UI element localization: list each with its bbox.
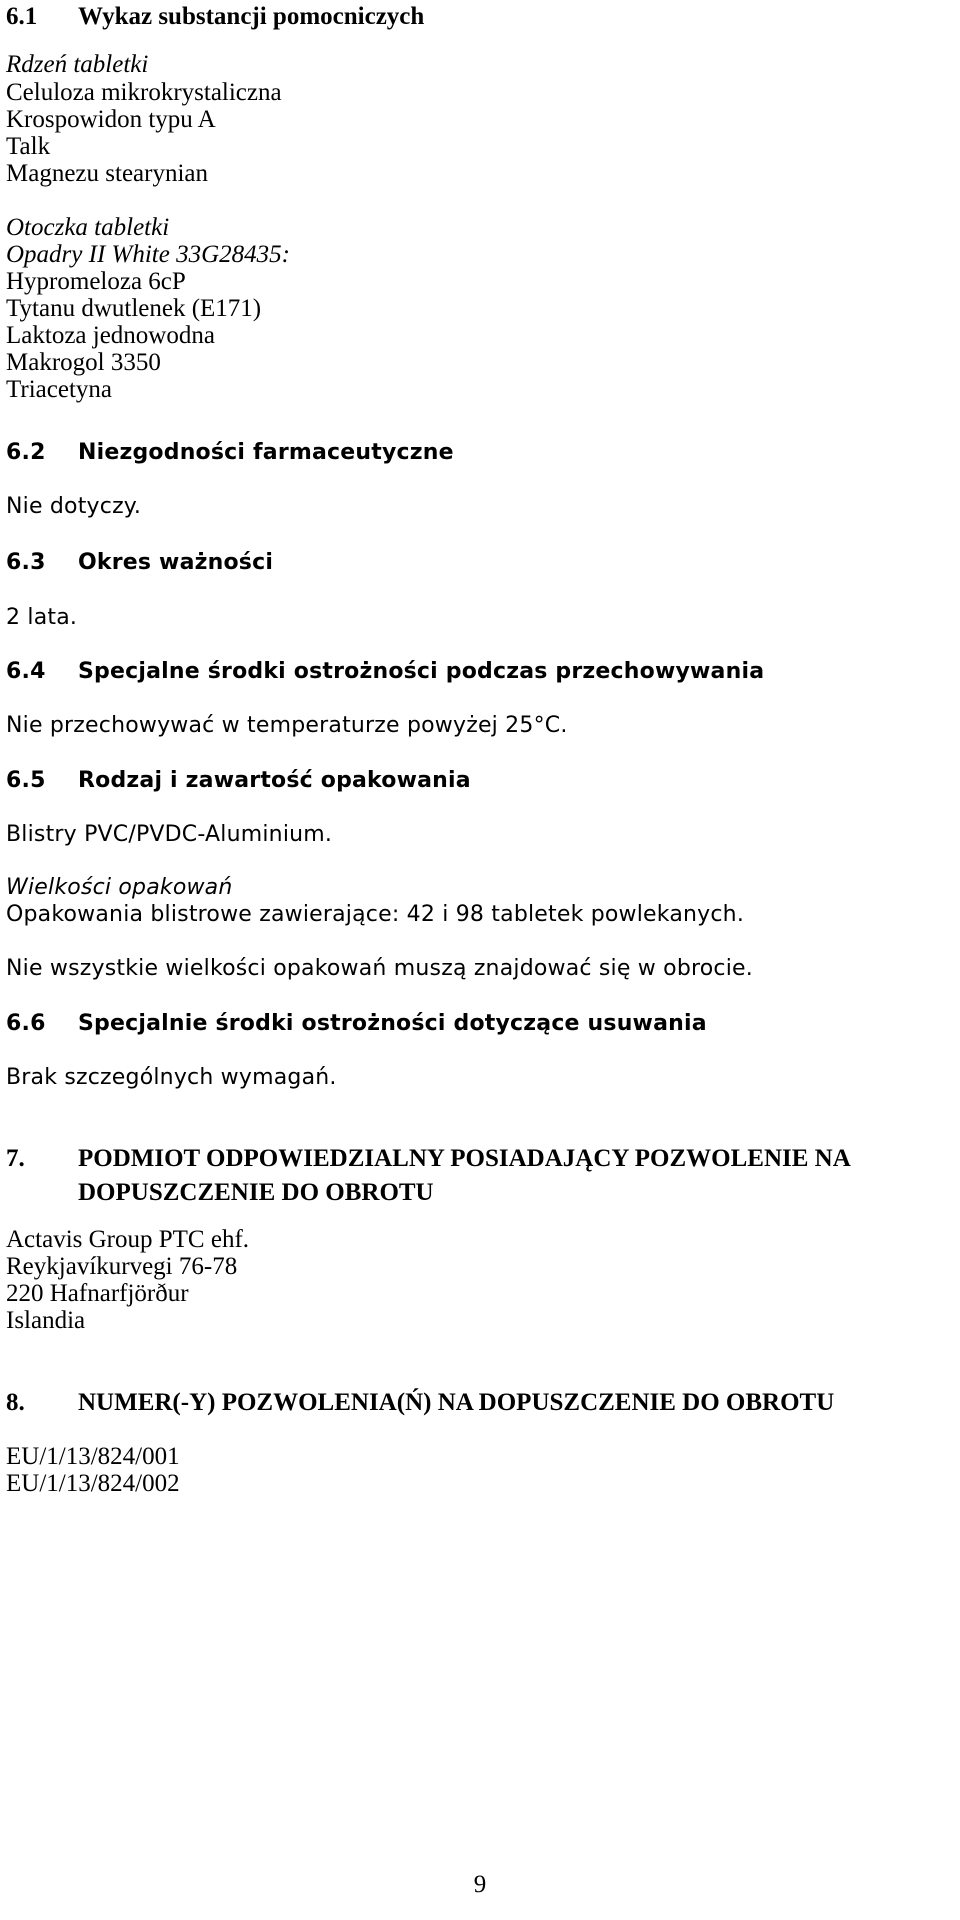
coat-item: Laktoza jednowodna [6, 322, 215, 349]
section-number: 6.6 [6, 1011, 46, 1036]
coat-item: Triacetyna [6, 376, 112, 403]
section-8-heading [6, 1386, 834, 1420]
section-6-6-heading [6, 1007, 707, 1041]
coat-item: Tytanu dwutlenek (E171) [6, 295, 262, 322]
section-6-5-heading [6, 764, 471, 798]
coat-sub-label: Opadry II White 33G28435: [6, 241, 290, 268]
section-title: NUMER(-Y) POZWOLENIA(Ń) NA DOPUSZCZENIE DO OBROTU [78, 1389, 835, 1416]
pack-sizes-text: Opakowania blistrowe zawierające: 42 i 98 tabletek powlekanych. [6, 902, 745, 927]
address-line: Islandia [6, 1307, 86, 1334]
section-text: Nie dotyczy. [6, 494, 142, 519]
section-text: Brak szczególnych wymagań. [6, 1065, 337, 1090]
section-title: Wykaz substancji pomocniczych [78, 3, 425, 30]
authorisation-number: EU/1/13/824/001 [6, 1443, 180, 1470]
address-line: Reykjavíkurvegi 76-78 [6, 1253, 238, 1280]
section-title: Niezgodności farmaceutyczne [78, 440, 454, 465]
section-number: 7. [6, 1145, 25, 1172]
core-item: Krospowidon typu A [6, 106, 216, 133]
section-6-3-heading [6, 546, 273, 580]
pack-sizes-note: Nie wszystkie wielkości opakowań muszą znajdować się w obrocie. [6, 956, 753, 981]
section-title: Rodzaj i zawartość opakowania [78, 768, 471, 793]
section-title: Okres ważności [78, 550, 274, 575]
section-title: PODMIOT ODPOWIEDZIALNY POSIADAJĄCY POZWOLENIE NA DOPUSZCZENIE DO OBROTU [78, 1145, 850, 1206]
section-text: Nie przechowywać w temperaturze powyżej 25°C. [6, 713, 568, 738]
address-line: Actavis Group PTC ehf. [6, 1226, 250, 1253]
core-item: Talk [6, 133, 51, 160]
section-number: 6.3 [6, 550, 46, 575]
section-text: Blistry PVC/PVDC-Aluminium. [6, 822, 333, 847]
core-label: Rdzeń tabletki [6, 51, 149, 78]
authorisation-number: EU/1/13/824/002 [6, 1470, 180, 1497]
section-title: Specjalne środki ostrożności podczas przechowywania [78, 659, 765, 684]
address-line: 220 Hafnarfjörður [6, 1280, 189, 1307]
section-6-1-heading [6, 0, 424, 34]
section-number: 6.5 [6, 768, 46, 793]
core-item: Celuloza mikrokrystaliczna [6, 79, 282, 106]
section-text: 2 lata. [6, 605, 78, 630]
section-number: 6.4 [6, 659, 46, 684]
section-number: 8. [6, 1389, 25, 1416]
coat-item: Hypromeloza 6cP [6, 268, 186, 295]
pack-sizes-label: Wielkości opakowań [6, 875, 233, 900]
section-6-2-heading [6, 436, 454, 470]
section-number: 6.1 [6, 3, 38, 30]
section-6-4-heading [6, 655, 764, 689]
coat-label: Otoczka tabletki [6, 214, 170, 241]
coat-item: Makrogol 3350 [6, 349, 161, 376]
page-number: 9 [473, 1871, 487, 1898]
section-number: 6.2 [6, 440, 46, 465]
section-title: Specjalnie środki ostrożności dotyczące usuwania [78, 1011, 707, 1036]
core-item: Magnezu stearynian [6, 160, 209, 187]
